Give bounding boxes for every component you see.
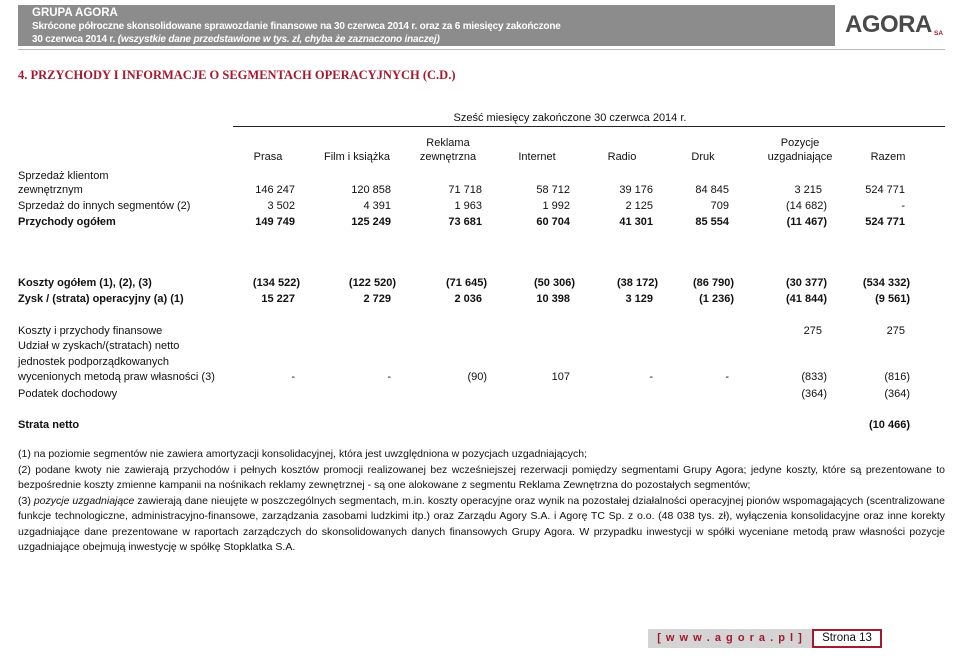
row-equity-method-share [0,339,960,386]
column-header-line: Razem [870,151,906,163]
cell-druk: (86 790) [693,277,734,289]
row-income-tax [0,386,960,402]
cell-radio: 3 129 [625,293,653,305]
section-heading: 4. PRZYCHODY I INFORMACJE O SEGMENTACH OPERACYJNYCH (C.D.) [18,68,456,82]
footnotes [18,447,945,556]
cell-internet: 58 712 [536,184,570,196]
cell-prasa: 149 749 [255,216,295,228]
cell-film: 125 249 [351,216,391,228]
cell-pozycje: (14 682) [786,200,827,212]
cell-reklama: (90) [467,371,487,383]
cell-radio: 41 301 [619,216,653,228]
company-name: GRUPA AGORA [32,7,118,19]
cell-internet: (50 306) [534,277,575,289]
row-label-line: jednostek podporządkowanych [18,355,170,368]
footnote-3-text: zawierają dane nieujęte w poszczególnych segmentach, m.in. koszty operacyjne oraz wynik na pozostałej działalności operacyjnej pionów wspomagających (scentralizowane funkcje technologiczne, administracyjno-finansowe, zarządzania zasobami ludzkimi itp.) oraz Zarządu Agory S.A. i Agorę TC Sp. z o.o. (48 038 tys. zł), wyłączenia konsolidacyjne oraz inne korekty uzgadniające dane prezentowane w raportach zarządczych do skonsolidowanych danych finansowych Grupy Agora. W przypadku inwestycji w spółki wyceniane metodą praw własności pozycje uzgadniające obejmują inwestycję w spółkę Stopklatka S.A. [18,494,945,553]
row-label: Przychody ogółem [18,216,116,228]
cell-druk: (1 236) [699,293,734,305]
cell-razem: 524 771 [865,184,905,196]
row-sales-intersegment [0,198,960,214]
column-header-line: Radio [607,151,637,163]
cell-film: 2 729 [363,293,391,305]
row-label [18,169,109,197]
row-total-costs [0,275,960,291]
header-divider [18,49,945,50]
row-label-line: zewnętrznym [18,184,83,196]
column-header-line: zewnętrzna [419,151,477,163]
column-header-reklama [398,136,498,164]
footnote-3 [18,494,945,556]
cell-pozycje: (833) [801,371,827,383]
cell-film: 4 391 [363,200,391,212]
cell-druk: - [725,371,729,383]
row-label: Koszty i przychody finansowe [18,325,163,337]
cell-razem: (10 466) [869,419,910,431]
period-caption: Sześć miesięcy zakończone 30 czerwca 2014 r. [453,112,687,124]
cell-razem: - [901,200,905,212]
cell-radio: 39 176 [619,184,653,196]
cell-razem: 524 771 [865,216,905,228]
cell-reklama: 1 963 [454,200,482,212]
cell-internet: 1 992 [542,200,570,212]
column-headers [0,136,960,164]
cell-pozycje: (41 844) [786,293,827,305]
cell-film: - [387,371,391,383]
cell-druk: 84 845 [695,184,729,196]
row-label-line: Sprzedaż klientom [18,170,109,182]
row-label-line: Udział w zyskach/(stratach) netto [18,340,180,352]
cell-film: 120 858 [351,184,391,196]
cell-razem: (364) [884,388,910,400]
row-label: Koszty ogółem (1), (2), (3) [18,277,152,289]
cell-reklama: 71 718 [448,184,482,196]
footnote-3-marker: (3) [18,494,31,507]
report-header-bar [18,5,835,46]
footnote-1: (1) na poziomie segmentów nie zawiera amortyzacji konsolidacyjnej, która jest uwzględniona w pozycjach uzgadniających; [18,448,588,460]
page-number: Strona 13 [812,629,882,648]
cell-pozycje: (364) [801,388,827,400]
cell-reklama: (71 645) [446,277,487,289]
cell-internet: 107 [551,371,570,383]
row-operating-result [0,291,960,307]
logo-suffix: SA [934,30,944,37]
cell-prasa: 146 247 [255,184,295,196]
column-header-line: Prasa [253,151,283,163]
cell-druk: 85 554 [695,216,729,228]
cell-razem: 275 [886,325,905,337]
column-header-line: Pozycje [780,137,820,149]
column-header-line: uzgadniające [767,151,833,163]
row-label [18,339,215,386]
cell-film: (122 520) [348,277,396,289]
cell-razem: (9 561) [875,293,910,305]
row-finance-items [0,323,960,339]
cell-prasa: 15 227 [261,293,295,305]
report-title: Skrócone półroczne skonsolidowane sprawozdanie finansowe na 30 czerwca 2014 r. oraz za 6 miesięcy zakończone [32,21,561,32]
cell-razem: (534 332) [862,277,910,289]
cell-radio: (38 172) [617,277,658,289]
column-header-line: Druk [691,151,715,163]
column-header-line: Internet [518,151,556,163]
column-header-druk [653,150,753,164]
cell-pozycje: (30 377) [786,277,827,289]
website-banner: [ w w w . a g o r a . p l ] [648,629,812,648]
cell-reklama: 73 681 [448,216,482,228]
column-header-line: Film i książka [323,151,390,163]
cell-radio: 2 125 [625,200,653,212]
period-divider [233,126,945,127]
row-sales-external [0,169,960,197]
footnote-2: (2) podane kwoty nie zawierają przychodów i pełnych kosztów promocji realizowanej bez wcześniejszej rezerwacji pomiędzy segmentami Grupy Agora; jedyne koszty, które są prezentowane to bezpośrednie koszty zmienne kampanii na nośnikach reklamy zewnętrznej - są one alokowane z segmentu Reklama Zewnętrzna do pozostałych segmentów; [18,463,945,491]
cell-prasa: 3 502 [267,200,295,212]
cell-reklama: 2 036 [454,293,482,305]
cell-internet: 10 398 [536,293,570,305]
agora-logo [845,11,947,41]
row-net-loss [0,417,960,433]
cell-radio: - [649,371,653,383]
cell-internet: 60 704 [536,216,570,228]
report-title-continued [32,33,835,46]
cell-pozycje: (11 467) [786,216,827,228]
row-label: Strata netto [18,419,80,431]
report-date: 30 czerwca 2014 r. [32,34,116,45]
cell-razem: (816) [884,371,910,383]
cell-prasa: - [291,371,295,383]
cell-prasa: (134 522) [252,277,300,289]
column-header-prasa [218,150,318,164]
column-header-line: Reklama [426,137,470,149]
row-label: Podatek dochodowy [18,388,118,400]
cell-pozycje: 275 [803,325,822,337]
row-total-revenue [0,214,960,230]
cell-druk: 709 [710,200,729,212]
cell-pozycje: 3 215 [794,184,822,196]
footnote-3-italic-term: pozycje uzgadniające [33,494,135,507]
column-header-film [307,150,407,164]
logo-wordmark: AGORA [845,11,932,38]
row-label-line: wycenionych metodą praw własności (3) [18,371,215,383]
units-note: (wszystkie dane przedstawione w tys. zł, chyba że zaznaczono inaczej) [117,34,440,45]
row-label: Zysk / (strata) operacyjny (a) (1) [18,293,184,305]
column-header-pozycje [750,136,850,164]
column-header-razem [838,150,938,164]
row-label: Sprzedaż do innych segmentów (2) [18,200,191,212]
